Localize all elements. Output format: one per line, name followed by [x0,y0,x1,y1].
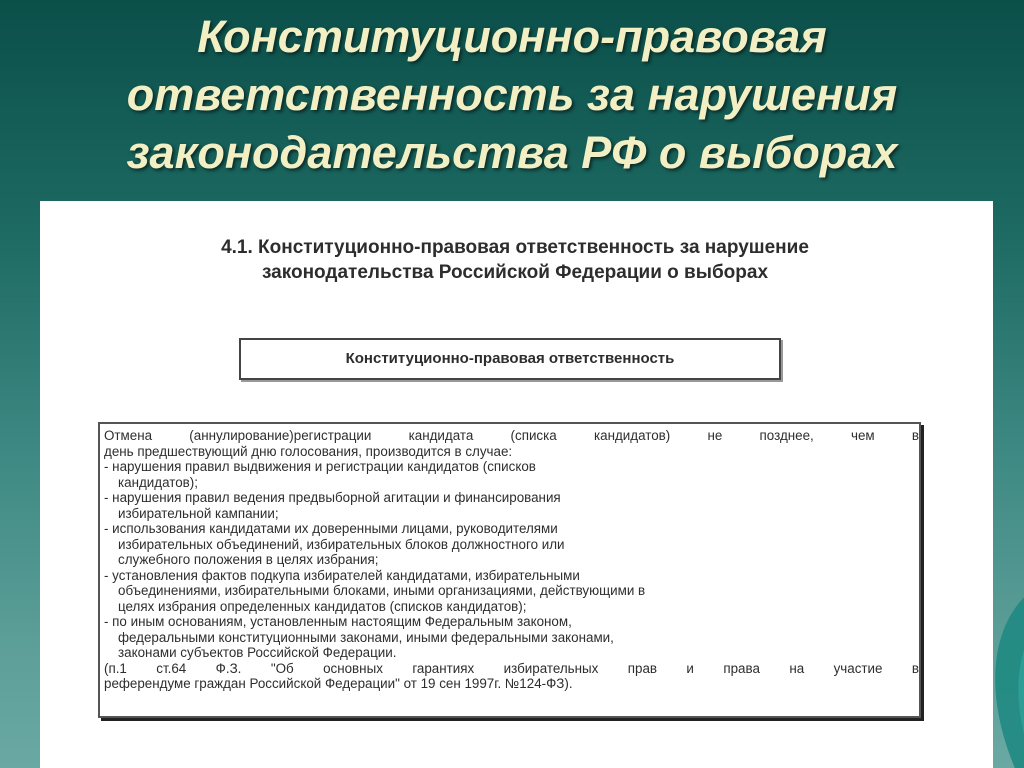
text-line: избирательных объединений, избирательных блоков должностного или [118,536,565,552]
responsibility-box: Конституционно-правовая ответственность [239,338,781,380]
legal-text-box [98,422,921,718]
text-line: - нарушения правил выдвижения и регистрации кандидатов (списков [104,459,536,474]
document-heading [100,235,930,285]
text-line: - по иным основаниям, установленным настоящим Федеральным законом, [104,614,572,629]
text-line: - нарушения правил ведения предвыборной агитации и финансирования [104,490,561,505]
text-line: объединениями, избирательными блоками, иными организациями, действующими в [118,583,646,598]
text-line: законами субъектов Российской Федерации. [118,645,397,660]
text-line: - установления фактов подкупа избирателей кандидатами, избирательными [104,567,580,583]
text-line: Отмена (аннулирование)регистрации кандидата (списка кандидатов) не позднее, чем в [104,428,919,443]
document-heading-line-1: 4.1. Конституционно-правовая ответственность за нарушение [221,237,809,258]
document-panel [40,201,993,768]
text-line: служебного положения в целях избрания; [118,552,379,567]
text-line: целях избрания определенных кандидатов (списков кандидатов); [118,598,527,614]
text-line: день предшествующий дню голосования, производится в случае: [104,443,513,459]
document-heading-line-2: законодательства Российской Федерации о выборах [261,262,769,283]
slide-title-line-3: законодательства РФ о выборах [126,127,898,178]
text-line: кандидатов); [118,474,198,490]
text-line: - использования кандидатами их доверенными лицами, руководителями [104,521,558,536]
slide-title-line-2: ответственность за нарушения [126,69,898,120]
slide-title [0,8,1024,182]
text-line: избирательной кампании; [118,505,279,521]
text-line: федеральными конституционными законами, иными федеральными законами, [118,629,614,645]
slide-title-line-1: Конституционно-правовая [197,11,827,62]
text-line: референдуме граждан Российской Федерации" от 19 сен 1997г. №124-ФЗ). [104,676,573,691]
text-line: (п.1 ст.64 Ф.З. "Об основных гарантиях избирательных прав и права на участие в [104,660,919,676]
